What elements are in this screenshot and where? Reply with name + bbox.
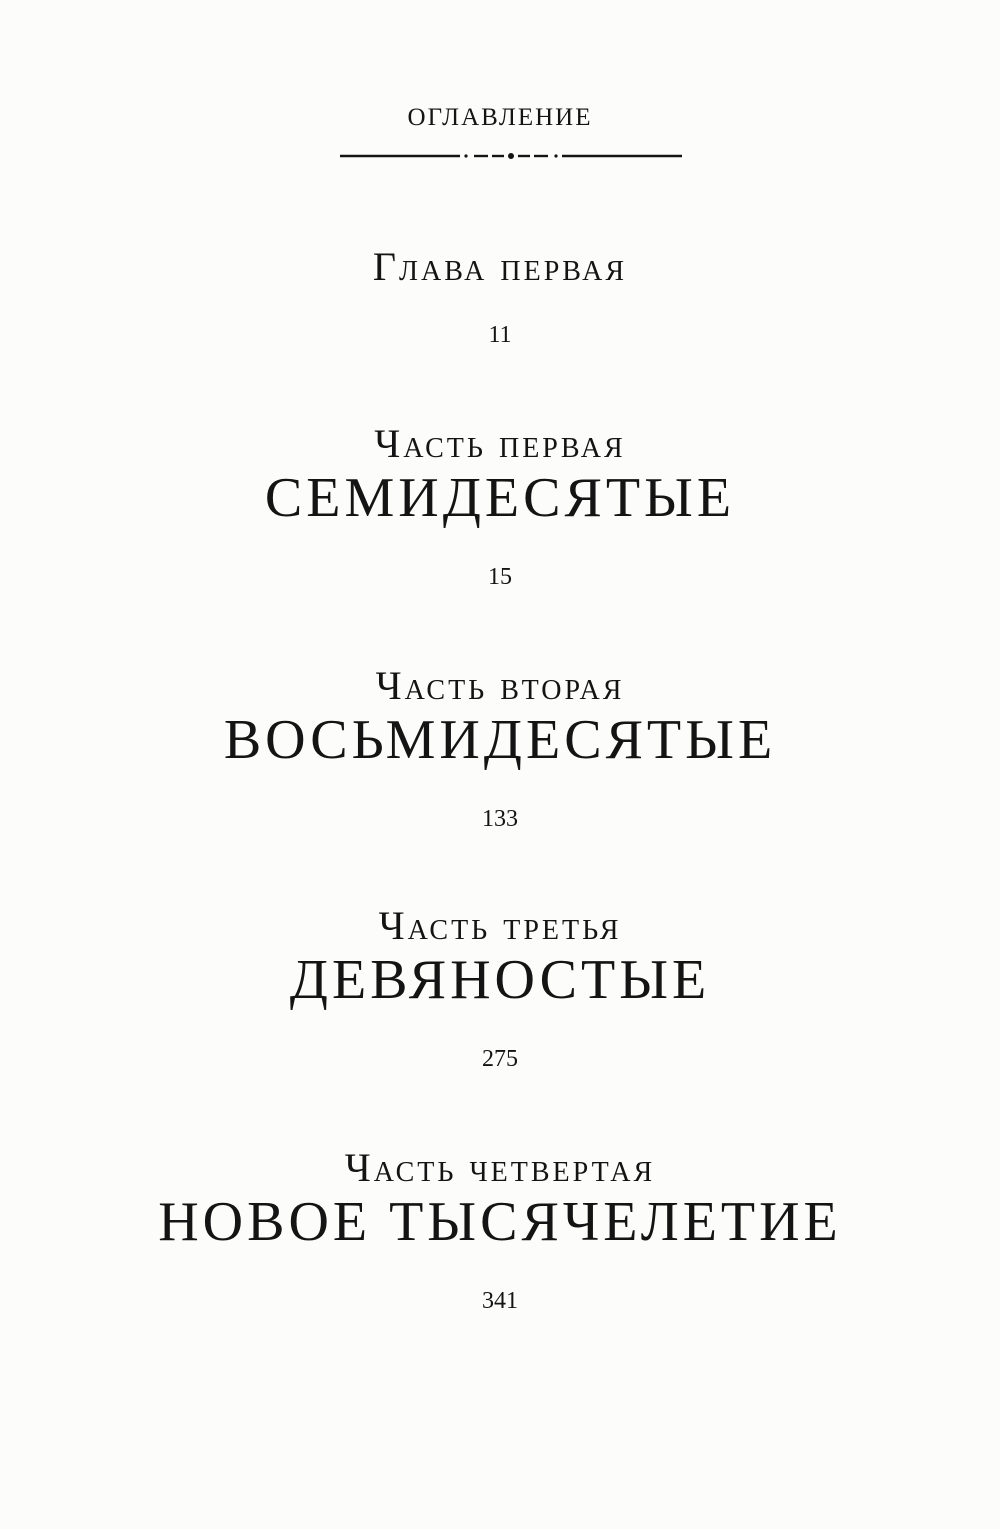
ornament-divider: [340, 148, 682, 164]
part-three-page-number: 275: [482, 1046, 518, 1072]
part-two-title: ВОСЬМИДЕСЯТЫЕ: [223, 709, 777, 771]
part-four-title: НОВОЕ ТЫСЯЧЕЛЕТИЕ: [158, 1191, 842, 1253]
part-one-label: Часть первая: [374, 421, 626, 466]
part-three-title: ДЕВЯНОСТЫЕ: [289, 949, 711, 1011]
part-two-page-number: 133: [482, 806, 518, 832]
part-four-label: Часть четвертая: [344, 1145, 656, 1190]
part-one-title: СЕМИДЕСЯТЫЕ: [264, 467, 736, 529]
part-one-page-number: 15: [488, 564, 512, 590]
page-title: ОГЛАВЛЕНИЕ: [407, 104, 593, 131]
part-four-page-number: 341: [482, 1288, 518, 1314]
chapter-one-label: Глава первая: [372, 244, 628, 289]
part-three-label: Часть третья: [378, 903, 622, 948]
chapter-one-page-number: 11: [488, 322, 512, 348]
part-two-label: Часть вторая: [375, 663, 625, 708]
